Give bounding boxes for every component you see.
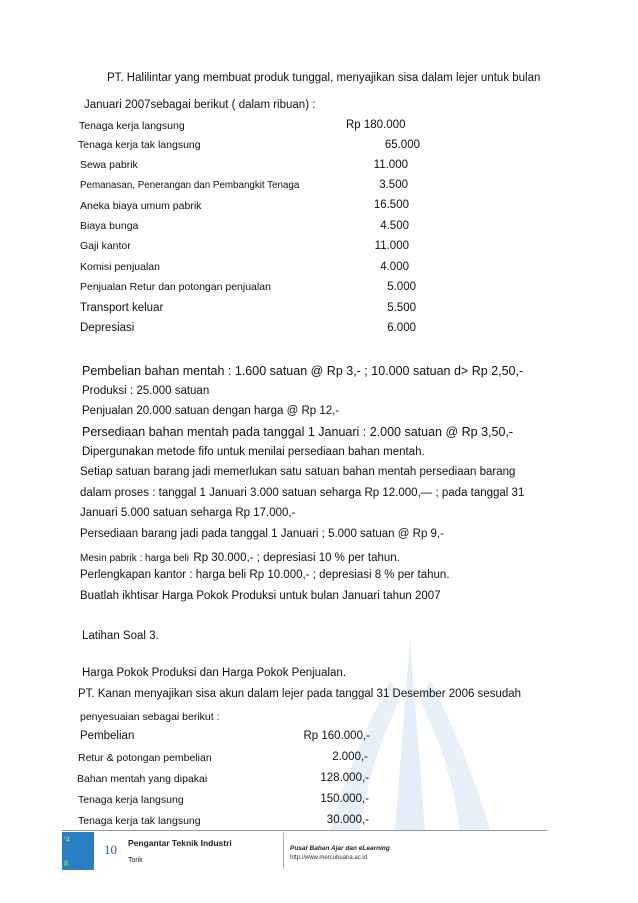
account-label: Aneka biaya umum pabrik (80, 200, 202, 212)
page-number: 10 (104, 842, 117, 857)
note-line: Produksi : 25.000 satuan (82, 385, 210, 397)
account-value: 16.500 (373, 199, 409, 211)
account-value: 30.000,- (326, 814, 369, 826)
account-value: 5.500 (387, 302, 416, 314)
badge-bottom: 8 (64, 859, 68, 868)
footer-separator (283, 833, 284, 869)
center-name: Pusat Bahan Ajar dan eLearning (290, 845, 390, 852)
exercise-heading: Harga Pokok Produksi dan Harga Pokok Penjualan. (82, 667, 347, 679)
mesin-rest: Rp 30.000,- ; depresiasi 10 % per tahun. (193, 552, 400, 564)
note-line: Persediaan bahan mentah pada tanggal 1 Januari : 2.000 satuan @ Rp 3,50,- (82, 425, 514, 439)
account-label: Tenaga kerja tak langsung (78, 815, 201, 827)
account-value: 11.000 (374, 240, 409, 252)
account-label: Biaya bunga (80, 220, 139, 232)
account-label: Tenaga kerja langsung (78, 794, 184, 806)
account-value: 4.000 (380, 261, 409, 273)
account-label: Pembelian (80, 730, 135, 742)
account-label: Retur & potongan pembelian (78, 752, 212, 764)
account-value: 4.500 (380, 220, 409, 232)
account-label: Tenaga kerja tak langsung (78, 139, 201, 151)
note-line: Perlengkapan kantor : harga beli Rp 10.000,- ; depresiasi 8 % per tahun. (80, 569, 450, 581)
account-label: Gaji kantor (80, 240, 131, 252)
exercise-line-1: PT. Kanan menyajikan sisa akun dalam lejer pada tanggal 31 Desember 2006 sesudah (78, 688, 522, 700)
note-line: Pembelian bahan mentah : 1.600 satuan @ Rp 3,- ; 10.000 satuan d> Rp 2,50,- (82, 364, 524, 378)
intro-line-2: Januari 2007sebagai berikut ( dalam ribuan) : (84, 99, 316, 111)
account-label: Penjualan Retur dan potongan penjualan (80, 281, 271, 293)
footer-divider (62, 830, 547, 831)
exercise-title: Latihan Soal 3. (82, 630, 159, 642)
exercise-line-2: penyesuaian sebagai berikut : (80, 711, 220, 723)
account-label: Komisi penjualan (80, 261, 160, 273)
note-line: Penjualan 20.000 satuan dengan harga @ Rp 12,- (82, 405, 340, 417)
account-value: 11.000 (373, 159, 408, 171)
note-line: Dipergunakan metode fifo untuk menilai persediaan bahan mentah. (82, 446, 425, 458)
account-label: Depresiasi (80, 322, 135, 334)
note-line-mesin (80, 548, 400, 566)
account-value: 2.000,- (332, 751, 368, 763)
account-value: 6.000 (387, 322, 416, 334)
account-label: Tenaga kerja langsung (79, 120, 185, 132)
account-value: 3.500 (379, 179, 408, 191)
note-line: Buatlah ikhtisar Harga Pokok Produksi untuk bulan Januari tahun 2007 (80, 590, 441, 602)
account-value: Rp 160.000,- (303, 730, 370, 742)
course-title: Pengantar Teknik Industri (128, 838, 232, 848)
account-label: Transport keluar (80, 302, 164, 314)
account-label: Sewa pabrik (80, 159, 138, 171)
account-value: 5.000 (387, 281, 416, 293)
mesin-prefix: Mesin pabrik : harga beli (80, 553, 189, 564)
account-value: 150.000,- (320, 793, 369, 805)
center-url[interactable]: http://www.mercubuana.ac.id (290, 855, 368, 861)
intro-line-1: PT. Halilintar yang membuat produk tunggal, menyajikan sisa dalam lejer untuk bulan (107, 72, 541, 84)
footer-badge-text (64, 834, 69, 870)
account-label: Bahan mentah yang dipakai (77, 773, 208, 785)
account-value: 128.000,- (320, 772, 369, 784)
account-value: 65.000 (384, 139, 420, 151)
note-line: Januari 5.000 satuan seharga Rp 17.000,- (80, 507, 296, 519)
note-line: Setiap satuan barang jadi memerlukan satu satuan bahan mentah persediaan barang (80, 466, 516, 478)
note-line: dalam proses : tanggal 1 Januari 3.000 satuan seharga Rp 12.000,— ; pada tanggal 31 (80, 487, 525, 499)
account-label: Pemanasan, Penerangan dan Pembangkit Tenaga (80, 180, 300, 191)
note-line: Persediaan barang jadi pada tanggal 1 Januari ; 5.000 satuan @ Rp 9,- (80, 528, 444, 540)
author: Torik (128, 857, 143, 864)
account-value: Rp 180.000 (346, 119, 406, 131)
badge-top: '4 (64, 835, 70, 844)
